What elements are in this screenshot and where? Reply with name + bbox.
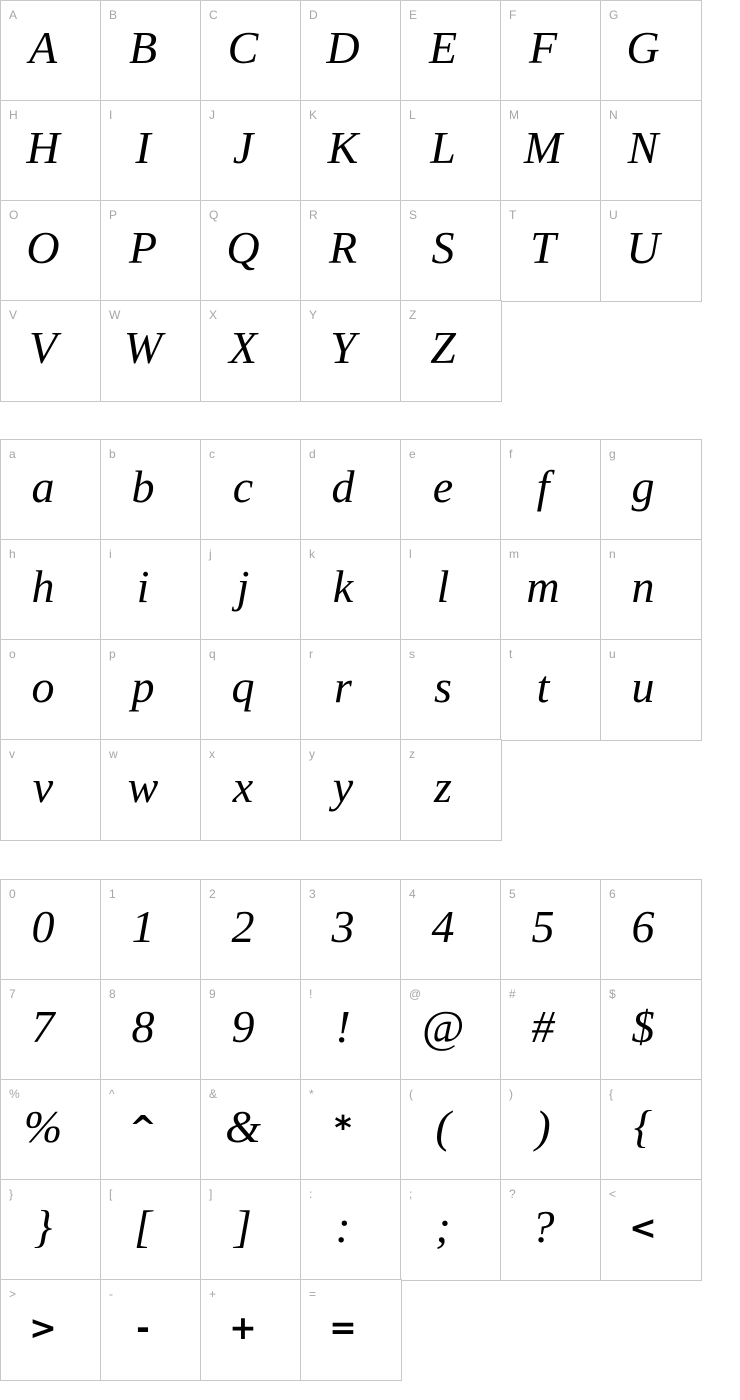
charmap-cell	[1, 101, 101, 201]
charmap-cell	[401, 440, 501, 540]
cell-glyph-preview: c	[232, 461, 254, 512]
charmap-cell	[301, 1280, 401, 1380]
cell-glyph-preview: u	[631, 661, 655, 712]
charmap-cell	[501, 201, 601, 301]
cell-glyph-preview: r	[334, 661, 352, 712]
charmap-cell	[201, 1080, 301, 1180]
cell-character-label: N	[609, 108, 618, 122]
cell-character-label: h	[9, 547, 16, 561]
charmap-cell	[101, 1, 201, 101]
cell-character-label: ;	[409, 1187, 413, 1201]
charmap-cell	[101, 440, 201, 540]
charmap-cell	[501, 980, 601, 1080]
charmap-cell	[501, 1, 601, 101]
cell-glyph-preview: V	[28, 322, 58, 373]
cell-character-label: o	[9, 647, 16, 661]
cell-character-label: @	[409, 987, 422, 1001]
cell-glyph-preview: p	[131, 661, 155, 712]
charmap-cell	[401, 980, 501, 1080]
cell-character-label: e	[409, 447, 416, 461]
digits-and-symbols-table	[1, 880, 701, 1380]
cell-character-label: 0	[9, 887, 16, 901]
charmap-cell	[401, 1, 501, 101]
cell-character-label: }	[9, 1187, 14, 1201]
cell-glyph-preview: t	[536, 661, 550, 712]
charmap-cell	[401, 1180, 501, 1280]
charmap-cell	[201, 640, 301, 740]
charmap-cell	[401, 740, 501, 840]
cell-character-label: ?	[509, 1187, 516, 1201]
charmap-cell	[601, 440, 701, 540]
charmap-cell	[401, 101, 501, 201]
charmap-cell	[601, 1, 701, 101]
cell-character-label: !	[309, 987, 313, 1001]
cell-glyph-preview: [	[134, 1201, 152, 1252]
cell-character-label: T	[509, 208, 517, 222]
charmap-cell	[101, 1180, 201, 1280]
charmap-cell	[1, 1180, 101, 1280]
cell-character-label: Y	[309, 308, 318, 322]
cell-character-label: b	[109, 447, 116, 461]
cell-glyph-preview: f	[536, 461, 550, 512]
cell-character-label: P	[109, 208, 118, 222]
charmap-cell	[301, 1080, 401, 1180]
cell-glyph-preview: D	[326, 22, 360, 73]
cell-glyph-preview: 4	[431, 901, 455, 952]
charmap-cell	[1, 1080, 101, 1180]
charmap-cell	[301, 740, 401, 840]
cell-character-label: U	[609, 208, 618, 222]
charmap-cell	[501, 440, 601, 540]
cell-glyph-preview: B	[128, 22, 158, 73]
cell-character-label: J	[209, 108, 215, 122]
cell-glyph-preview: v	[32, 761, 54, 812]
charmap-cell	[1, 1, 101, 101]
cell-glyph-preview: 0	[31, 901, 55, 952]
cell-glyph-preview: 9	[231, 1001, 255, 1052]
cell-glyph-preview: E	[428, 22, 458, 73]
cell-glyph-preview: o	[31, 661, 55, 712]
cell-character-label: i	[109, 547, 112, 561]
cell-character-label: Z	[409, 308, 417, 322]
cell-character-label: =	[309, 1287, 317, 1301]
charmap-cell	[101, 301, 201, 401]
charmap-cell	[1, 880, 101, 980]
charmap-cell	[1, 301, 101, 401]
charmap-cell	[1, 1280, 101, 1380]
cell-character-label: A	[9, 8, 18, 22]
cell-glyph-preview: w	[127, 761, 159, 812]
cell-character-label: R	[309, 208, 318, 222]
cell-glyph-preview: O	[26, 222, 60, 273]
cell-character-label: v	[9, 747, 15, 761]
cell-glyph-preview: L	[430, 122, 456, 173]
charmap-cell	[101, 201, 201, 301]
cell-glyph-preview: d	[331, 461, 355, 512]
cell-character-label: a	[9, 447, 16, 461]
charmap-cell	[301, 440, 401, 540]
cell-glyph-preview: U	[626, 222, 660, 273]
cell-glyph-preview: ;	[435, 1201, 451, 1252]
charmap-cell	[101, 1280, 201, 1380]
cell-glyph-preview: J	[232, 122, 254, 173]
cell-glyph-preview: $	[631, 1001, 655, 1052]
cell-glyph-preview: s	[434, 661, 452, 712]
cell-glyph-preview: z	[434, 761, 452, 812]
cell-glyph-preview: C	[227, 22, 259, 73]
cell-character-label: &	[209, 1087, 218, 1101]
charmap-cell	[1, 440, 101, 540]
cell-character-label: (	[409, 1087, 413, 1101]
charmap-cell	[501, 1080, 601, 1180]
cell-character-label: [	[109, 1187, 113, 1201]
cell-glyph-preview: m	[526, 561, 560, 612]
cell-glyph-preview: y	[332, 761, 354, 812]
charmap-cell	[401, 1080, 501, 1180]
charmap-cell	[601, 880, 701, 980]
cell-glyph-preview: 8	[131, 1001, 155, 1052]
cell-glyph-preview: N	[627, 122, 659, 173]
charmap-cell	[101, 740, 201, 840]
cell-character-label: w	[109, 747, 118, 761]
charmap-cell	[101, 540, 201, 640]
cell-character-label: 2	[209, 887, 216, 901]
cell-character-label: 1	[109, 887, 116, 901]
charmap-cell	[201, 1180, 301, 1280]
cell-character-label: c	[209, 447, 215, 461]
cell-character-label: d	[309, 447, 316, 461]
cell-glyph-preview: =	[329, 1308, 357, 1347]
cell-glyph-preview: M	[523, 122, 563, 173]
cell-glyph-preview: n	[631, 561, 655, 612]
charmap-cell	[501, 101, 601, 201]
cell-glyph-preview: R	[328, 222, 358, 273]
charmap-cell	[1, 980, 101, 1080]
cell-glyph-preview: %	[23, 1101, 63, 1152]
cell-glyph-preview: ]	[234, 1201, 252, 1252]
cell-glyph-preview: +	[229, 1308, 257, 1347]
charmap-cell	[101, 640, 201, 740]
cell-character-label: y	[309, 747, 315, 761]
cell-character-label: n	[609, 547, 616, 561]
cell-glyph-preview: k	[332, 561, 354, 612]
cell-character-label: >	[9, 1287, 17, 1301]
cell-character-label: ^	[109, 1087, 115, 1101]
cell-glyph-preview: 1	[131, 901, 155, 952]
cell-glyph-preview: #	[531, 1001, 555, 1052]
cell-character-label: S	[409, 208, 418, 222]
cell-character-label: x	[209, 747, 215, 761]
cell-glyph-preview: e	[432, 461, 454, 512]
cell-character-label: I	[109, 108, 113, 122]
cell-glyph-preview: F	[528, 22, 558, 73]
cell-character-label: %	[9, 1087, 20, 1101]
cell-glyph-preview: A	[28, 22, 58, 73]
charmap-cell	[601, 101, 701, 201]
charmap-cell	[101, 880, 201, 980]
cell-glyph-preview: X	[228, 322, 258, 373]
cell-glyph-preview: G	[626, 22, 660, 73]
charmap-cell	[101, 101, 201, 201]
lowercase-letters-table	[1, 440, 701, 840]
cell-glyph-preview: b	[131, 461, 155, 512]
cell-glyph-preview: >	[29, 1308, 57, 1347]
cell-character-label: H	[9, 108, 18, 122]
cell-character-label: #	[509, 987, 516, 1001]
cell-character-label: p	[109, 647, 116, 661]
cell-character-label: M	[509, 108, 519, 122]
cell-glyph-preview: H	[26, 122, 60, 173]
charmap-cell	[201, 201, 301, 301]
charmap-cell	[601, 1180, 701, 1280]
charmap-cell	[201, 440, 301, 540]
charmap-cell	[501, 880, 601, 980]
cell-character-label: r	[309, 647, 313, 661]
cell-character-label: t	[509, 647, 513, 661]
charmap-cell	[601, 980, 701, 1080]
cell-character-label: 6	[609, 887, 616, 901]
cell-glyph-preview: a	[31, 461, 55, 512]
cell-character-label: C	[209, 8, 218, 22]
cell-character-label: Q	[209, 208, 219, 222]
cell-character-label: f	[509, 447, 513, 461]
cell-glyph-preview: <	[629, 1208, 657, 1247]
charmap-cell	[201, 980, 301, 1080]
charmap-cell	[201, 540, 301, 640]
cell-character-label: j	[209, 547, 212, 561]
charmap-cell	[301, 540, 401, 640]
cell-glyph-preview: K	[327, 122, 359, 173]
cell-glyph-preview: W	[123, 322, 163, 373]
cell-character-label: L	[409, 108, 416, 122]
cell-character-label: E	[409, 8, 418, 22]
cell-glyph-preview: 3	[331, 901, 355, 952]
cell-character-label: *	[309, 1087, 314, 1101]
cell-character-label: B	[109, 8, 118, 22]
cell-character-label: <	[609, 1187, 617, 1201]
cell-character-label: :	[309, 1187, 313, 1201]
cell-glyph-preview: &	[225, 1101, 261, 1152]
charmap-cell	[301, 640, 401, 740]
cell-glyph-preview: Y	[330, 322, 356, 373]
cell-character-label: 8	[109, 987, 116, 1001]
cell-character-label: X	[209, 308, 218, 322]
charmap-cell	[501, 1180, 601, 1280]
cell-character-label: )	[509, 1087, 513, 1101]
cell-glyph-preview: (	[435, 1101, 451, 1152]
cell-glyph-preview: h	[31, 561, 55, 612]
cell-character-label: V	[9, 308, 18, 322]
cell-character-label: $	[609, 987, 616, 1001]
charmap-cell	[201, 740, 301, 840]
charmap-cell	[301, 301, 401, 401]
charmap-cell	[201, 1280, 301, 1380]
charmap-cell	[301, 980, 401, 1080]
charmap-cell	[1, 540, 101, 640]
cell-glyph-preview: )	[535, 1101, 551, 1152]
cell-glyph-preview: l	[436, 561, 450, 612]
charmap-cell	[301, 880, 401, 980]
cell-glyph-preview: }	[33, 1201, 53, 1252]
cell-glyph-preview: 2	[231, 901, 255, 952]
cell-glyph-preview: P	[128, 222, 158, 273]
cell-glyph-preview: {	[633, 1101, 653, 1152]
cell-glyph-preview: S	[431, 222, 455, 273]
cell-glyph-preview: Q	[226, 222, 260, 273]
cell-glyph-preview: @	[421, 1001, 465, 1052]
cell-character-label: 5	[509, 887, 516, 901]
cell-character-label: s	[409, 647, 415, 661]
cell-character-label: F	[509, 8, 517, 22]
charmap-cell	[1, 201, 101, 301]
cell-character-label: g	[609, 447, 616, 461]
charmap-cell	[101, 1080, 201, 1180]
cell-glyph-preview: :	[335, 1201, 351, 1252]
cell-character-label: q	[209, 647, 216, 661]
cell-character-label: O	[9, 208, 19, 222]
cell-character-label: z	[409, 747, 415, 761]
charmap-cell	[601, 540, 701, 640]
charmap-cell	[101, 980, 201, 1080]
cell-character-label: W	[109, 308, 121, 322]
charmap-cell	[1, 640, 101, 740]
cell-glyph-preview: g	[631, 461, 655, 512]
charmap-cell	[401, 640, 501, 740]
charmap-cell	[401, 880, 501, 980]
charmap-cell	[301, 201, 401, 301]
cell-glyph-preview: T	[530, 222, 556, 273]
cell-glyph-preview: x	[232, 761, 254, 812]
cell-character-label: {	[609, 1087, 614, 1101]
cell-glyph-preview: ?	[531, 1201, 555, 1252]
cell-character-label: 9	[209, 987, 216, 1001]
charmap-cell	[501, 640, 601, 740]
cell-glyph-preview: 7	[31, 1001, 55, 1052]
cell-character-label: u	[609, 647, 616, 661]
charmap-cell	[601, 201, 701, 301]
charmap-cell	[501, 540, 601, 640]
cell-glyph-preview: *	[334, 1108, 352, 1147]
charmap-cell	[1, 740, 101, 840]
charmap-cell	[301, 101, 401, 201]
charmap-cell	[601, 640, 701, 740]
cell-character-label: K	[309, 108, 318, 122]
cell-character-label: 4	[409, 887, 416, 901]
cell-glyph-preview: 5	[531, 901, 555, 952]
cell-character-label: 7	[9, 987, 16, 1001]
charmap-cell	[201, 301, 301, 401]
cell-glyph-preview: 6	[631, 901, 655, 952]
charmap-cell	[201, 880, 301, 980]
cell-character-label: m	[509, 547, 519, 561]
cell-glyph-preview: ^	[129, 1108, 157, 1147]
cell-glyph-preview: -	[136, 1308, 150, 1347]
cell-character-label: G	[609, 8, 619, 22]
cell-glyph-preview: I	[135, 122, 151, 173]
cell-character-label: ]	[209, 1187, 213, 1201]
cell-glyph-preview: !	[335, 1001, 351, 1052]
charmap-cell	[601, 1080, 701, 1180]
charmap-cell	[301, 1180, 401, 1280]
charmap-cell	[401, 540, 501, 640]
cell-character-label: +	[209, 1287, 217, 1301]
cell-glyph-preview: Z	[430, 322, 456, 373]
cell-character-label: k	[309, 547, 315, 561]
cell-glyph-preview: j	[236, 561, 250, 612]
cell-character-label: l	[409, 547, 412, 561]
uppercase-letters-table	[1, 1, 701, 401]
charmap-cell	[401, 201, 501, 301]
charmap-cell	[401, 301, 501, 401]
cell-character-label: -	[109, 1287, 113, 1301]
charmap-cell	[201, 1, 301, 101]
cell-glyph-preview: i	[136, 561, 150, 612]
cell-character-label: D	[309, 8, 318, 22]
cell-glyph-preview: q	[231, 661, 255, 712]
charmap-cell	[201, 101, 301, 201]
charmap-cell	[301, 1, 401, 101]
cell-character-label: 3	[309, 887, 316, 901]
